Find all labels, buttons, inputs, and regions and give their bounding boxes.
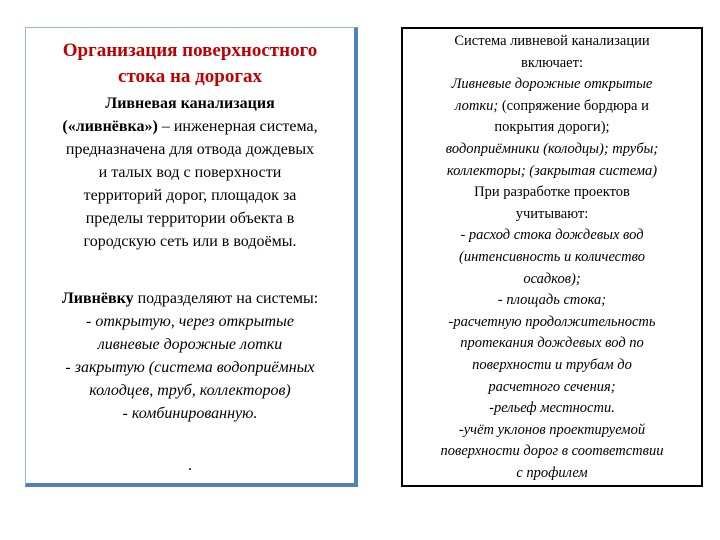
right-line: расчетного сечения; <box>488 378 616 395</box>
left-panel <box>25 27 358 487</box>
right-line: -рельеф местности. <box>489 400 615 417</box>
definition-line: территорий дорог, площадок за <box>83 187 297 204</box>
right-line: - расход стока дождевых вод <box>460 227 644 244</box>
right-panel <box>401 27 703 487</box>
definition-heading: Ливневая канализация <box>105 95 275 112</box>
right-line: коллекторы; (закрытая система) <box>446 162 658 179</box>
systems-paragraph <box>26 287 354 425</box>
definition-line <box>26 115 354 138</box>
right-line <box>403 96 701 118</box>
systems-item: колодцев, труб, коллекторов) <box>89 382 291 399</box>
right-line: (интенсивность и количество <box>459 248 645 265</box>
right-header-line: включает: <box>521 54 583 71</box>
right-line: - площадь стока; <box>497 292 607 309</box>
right-line-regular: (сопряжение бордюра и <box>498 97 649 114</box>
right-line: Ливневые дорожные открытые <box>451 76 653 93</box>
systems-item: - закрытую (система водоприёмных <box>65 359 315 376</box>
definition-line: и талых вод с поверхности <box>98 164 282 181</box>
trailing-dot: . <box>188 457 192 474</box>
right-header-line: Система ливневой канализации <box>454 33 650 49</box>
definition-line: пределы территории объекта в <box>85 210 295 227</box>
right-line: -учёт уклонов проектируемой <box>458 421 646 438</box>
definition-line: предназначена для отвода дождевых <box>65 141 315 158</box>
right-text <box>403 31 701 484</box>
section-title <box>26 38 354 90</box>
right-line: -расчетную продолжительность <box>448 313 656 330</box>
right-line: осадков); <box>523 270 581 287</box>
systems-term: Ливнёвку <box>61 290 134 307</box>
right-line: поверхности дорог в соответствии <box>440 443 664 460</box>
definition-text: – инженерная система, <box>157 118 318 135</box>
right-line: с профилем <box>516 464 588 481</box>
right-line: При разработке проектов <box>474 184 630 201</box>
systems-item: ливневые дорожные лотки <box>97 336 283 353</box>
definition-paragraph <box>26 92 354 253</box>
right-line: водоприёмники (колодцы); трубы; <box>445 140 659 157</box>
right-line: учитывают: <box>515 205 589 222</box>
definition-line: городскую сеть или в водоёмы. <box>83 233 297 250</box>
systems-item: - комбинированную. <box>122 405 258 422</box>
systems-item: - открытую, через открытые <box>86 313 294 330</box>
right-line: протекания дождевых вод по <box>460 335 644 352</box>
right-line-italic: лотки; <box>455 97 499 114</box>
right-line: покрытия дороги); <box>494 119 610 136</box>
title-line: Организация поверхностного <box>62 40 318 61</box>
systems-intro-text: подразделяют на системы: <box>133 290 319 307</box>
systems-intro <box>26 287 354 310</box>
definition-term: («ливнёвка») <box>62 118 158 135</box>
title-line: стока на дорогах <box>118 66 262 87</box>
right-line: поверхности и трубам до <box>472 356 632 373</box>
